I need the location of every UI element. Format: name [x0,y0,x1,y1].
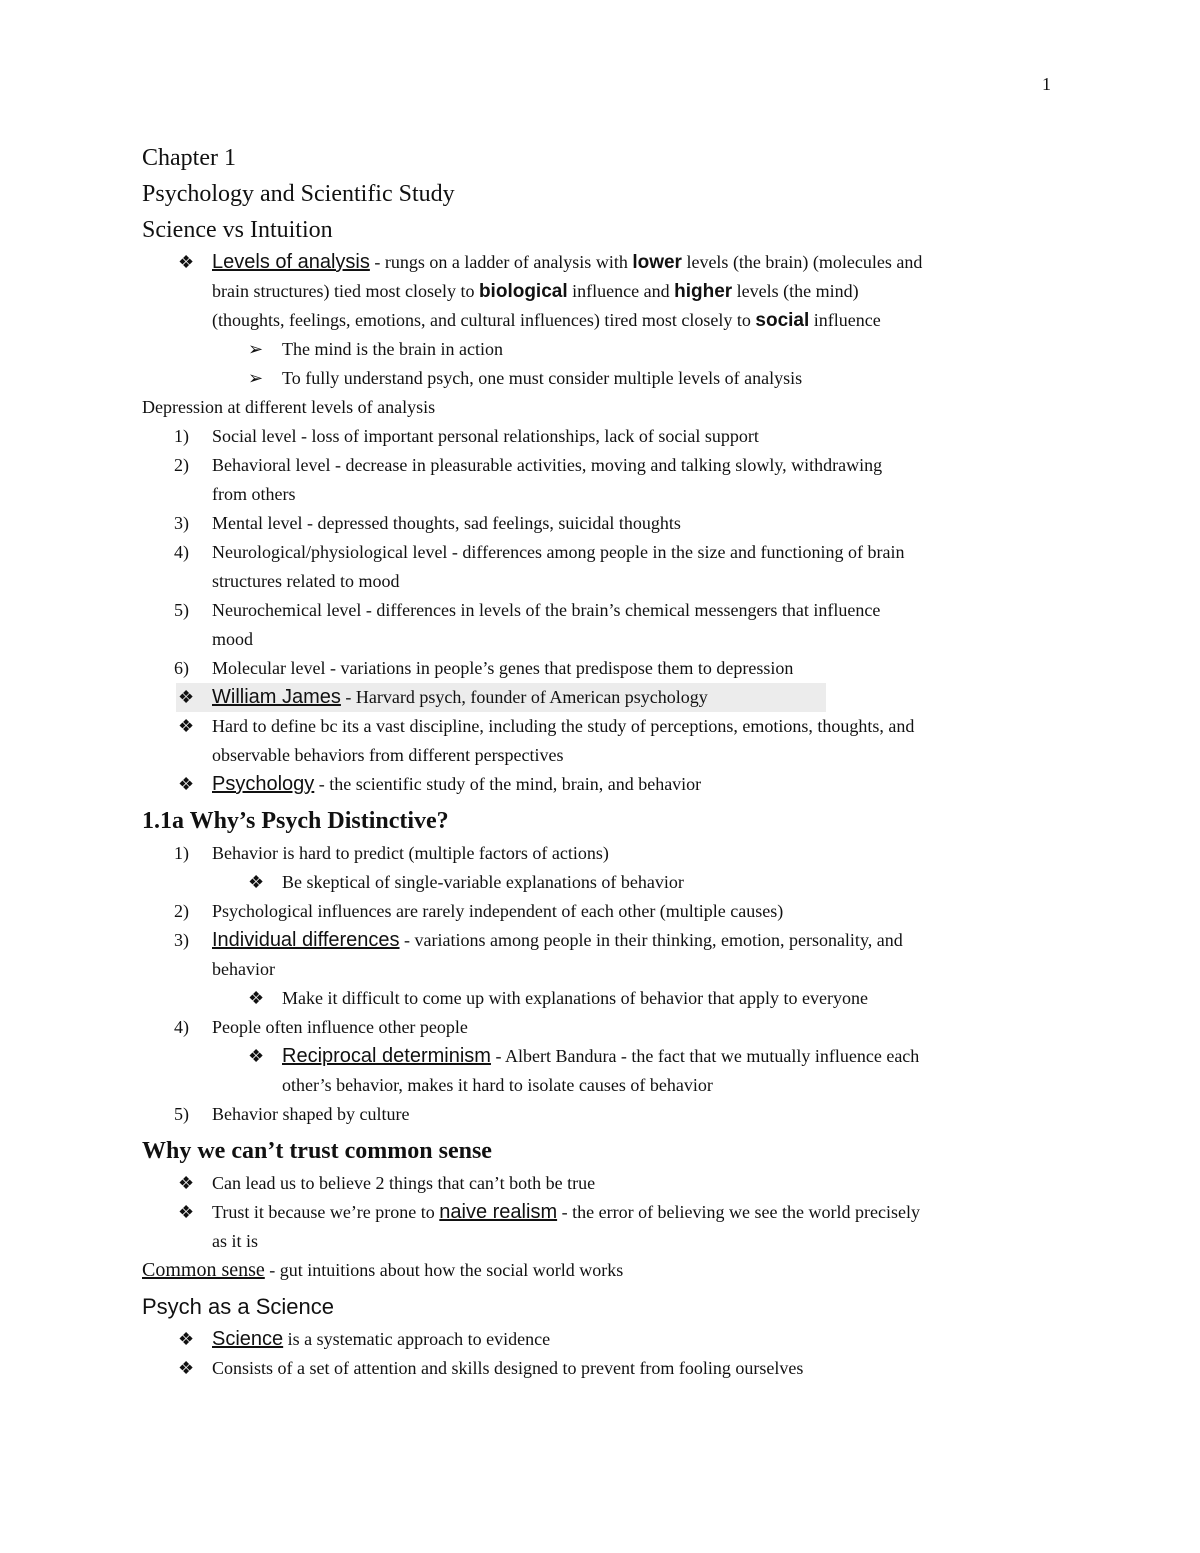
diamond-bullet-icon: ❖ [178,774,195,794]
sub-bullet-continued: other’s behavior, makes it hard to isolate causes of behavior [282,1075,713,1095]
diamond-bullet-icon: ❖ [178,1173,195,1193]
depression-level-continued [142,567,1062,596]
definition-text: - rungs on a ladder of analysis with [369,252,633,272]
bullet-item [142,1169,1062,1198]
arrow-bullet-icon: ➢ [248,368,264,388]
diamond-bullet-icon: ❖ [178,687,195,707]
depression-list [142,422,1062,683]
arrow-bullet-icon: ➢ [248,339,264,359]
sub-bullet [142,335,1062,364]
levels-of-analysis-continued [142,277,1062,306]
depression-level-continued [142,480,1062,509]
term-individual-differences: Individual differences [212,929,400,951]
term-psychology: Psychology [212,773,315,795]
diamond-bullet-icon: ❖ [248,1046,265,1066]
document-body [142,140,1062,1383]
definition-text: influence [809,310,881,330]
levels-of-analysis-continued [142,306,1062,335]
william-james-item [176,683,1062,712]
definition-text: - variations among people in their thinking, emotion, personality, and [399,930,903,950]
item-text: Mental level - depressed thoughts, sad feelings, suicidal thoughts [212,513,681,533]
discipline-continued: observable behaviors from different perspectives [212,745,564,765]
item-text: Neurological/physiological level - differences among people in the size and functioning of brain [212,542,905,562]
item-number: 5) [174,1104,189,1124]
item-text: Behavior shaped by culture [212,1104,410,1124]
section-heading-science-vs-intuition: Science vs Intuition [142,217,333,243]
sub-bullet [142,1042,1062,1071]
numbered-item [142,1013,1062,1042]
diamond-bullet-icon: ❖ [248,988,265,1008]
numbered-item [142,897,1062,926]
definition-text: levels (the brain) (molecules and [681,252,923,272]
item-text: from others [212,484,296,504]
section-heading-1-1a: 1.1a Why’s Psych Distinctive? [142,808,449,834]
chapter-title: Psychology and Scientific Study [142,181,455,207]
sub-bullet [142,984,1062,1013]
definition-text: is a systematic approach to evidence [283,1329,551,1349]
diamond-bullet-icon: ❖ [178,1358,195,1378]
item-number: 3) [174,930,189,950]
diamond-bullet-icon: ❖ [178,1202,195,1222]
psychology-definition-item [142,770,1062,799]
definition-text: - the error of believing we see the world precisely [557,1202,920,1222]
chapter-heading: Chapter 1 [142,145,236,171]
definition-text: - the scientific study of the mind, brain, and behavior [314,774,702,794]
bullet-item [142,1354,1062,1383]
item-text: Behavioral level - decrease in pleasurable activities, moving and talking slowly, withdrawing [212,455,883,475]
numbered-item-continued: behavior [212,959,275,979]
term-william-james: William James [212,686,341,708]
depression-level-item [142,538,1062,567]
item-text: People often influence other people [212,1017,468,1037]
bullet-item [142,1198,1062,1227]
item-number: 2) [174,901,189,921]
diamond-bullet-icon: ❖ [178,716,195,736]
definition-text: brain structures) tied most closely to [212,281,479,301]
depression-level-item [142,451,1062,480]
item-text: Molecular level - variations in people’s genes that predispose them to depression [212,658,794,678]
depression-level-item [142,654,1062,683]
bold-word: higher [674,281,733,302]
bold-word: biological [478,281,568,302]
diamond-bullet-icon: ❖ [178,252,195,272]
heading-text: Psych as a Science [142,1294,334,1319]
diamond-bullet-icon: ❖ [178,1329,195,1349]
levels-of-analysis-item [142,248,1062,277]
item-number: 1) [174,843,189,863]
discipline-item [142,712,1062,741]
term-levels-of-analysis: Levels of analysis [212,251,370,273]
section-heading-common-sense: Why we can’t trust common sense [142,1138,492,1164]
definition-text: levels (the mind) [732,281,859,301]
numbered-item [142,1100,1062,1129]
section-heading-psych-as-science [142,1289,1062,1325]
depression-level-continued [142,625,1062,654]
term-science: Science [212,1328,284,1350]
sub-bullet [142,868,1062,897]
item-number: 2) [174,455,189,475]
item-number: 1) [174,426,189,446]
definition-text: - Albert Bandura - the fact that we mutually influence each [490,1046,920,1066]
item-text: Psychological influences are rarely independent of each other (multiple causes) [212,901,784,921]
item-text: Neurochemical level - differences in levels of the brain’s chemical messengers that influence [212,600,881,620]
item-number: 6) [174,658,189,678]
item-text: structures related to mood [212,571,400,591]
definition-text: influence and [567,281,675,301]
item-number: 3) [174,513,189,533]
item-number: 4) [174,542,189,562]
page-number: 1 [1042,74,1051,94]
sub-bullet-text: To fully understand psych, one must consider multiple levels of analysis [282,368,803,388]
bullet-item [142,1325,1062,1354]
common-sense-definition [142,1256,1062,1285]
term-reciprocal-determinism: Reciprocal determinism [282,1045,491,1067]
diamond-bullet-icon: ❖ [248,872,265,892]
definition-text: - Harvard psych, founder of American psychology [340,687,708,707]
bullet-text: Trust it because we’re prone to [212,1202,440,1222]
term-naive-realism: naive realism [439,1201,558,1223]
sub-bullet-text: The mind is the brain in action [282,339,503,359]
definition-text: - gut intuitions about how the social world works [264,1260,624,1280]
bold-word: lower [632,252,682,273]
bullet-text: Consists of a set of attention and skills designed to prevent from fooling ourselves [212,1358,804,1378]
definition-text: (thoughts, feelings, emotions, and cultural influences) tired most closely to [212,310,756,330]
bullet-text: Hard to define bc its a vast discipline, including the study of perceptions, emotions, thoughts, and [212,716,915,736]
sub-bullet [142,364,1062,393]
item-text: mood [212,629,254,649]
depression-level-item [142,509,1062,538]
bold-word: social [755,310,810,331]
numbered-item [142,926,1062,955]
item-number: 4) [174,1017,189,1037]
term-common-sense: Common sense [142,1259,265,1281]
item-text: Behavior is hard to predict (multiple factors of actions) [212,843,609,863]
depression-level-item [142,596,1062,625]
sub-bullet-text: Make it difficult to come up with explanations of behavior that apply to everyone [282,988,869,1008]
bullet-continued: as it is [212,1231,259,1251]
item-text: Social level - loss of important personal relationships, lack of social support [212,426,759,446]
numbered-item [142,839,1062,868]
bullet-text: Can lead us to believe 2 things that can’t both be true [212,1173,596,1193]
depression-heading: Depression at different levels of analysis [142,397,436,417]
depression-level-item [142,422,1062,451]
sub-bullet-text: Be skeptical of single-variable explanations of behavior [282,872,684,892]
item-number: 5) [174,600,189,620]
